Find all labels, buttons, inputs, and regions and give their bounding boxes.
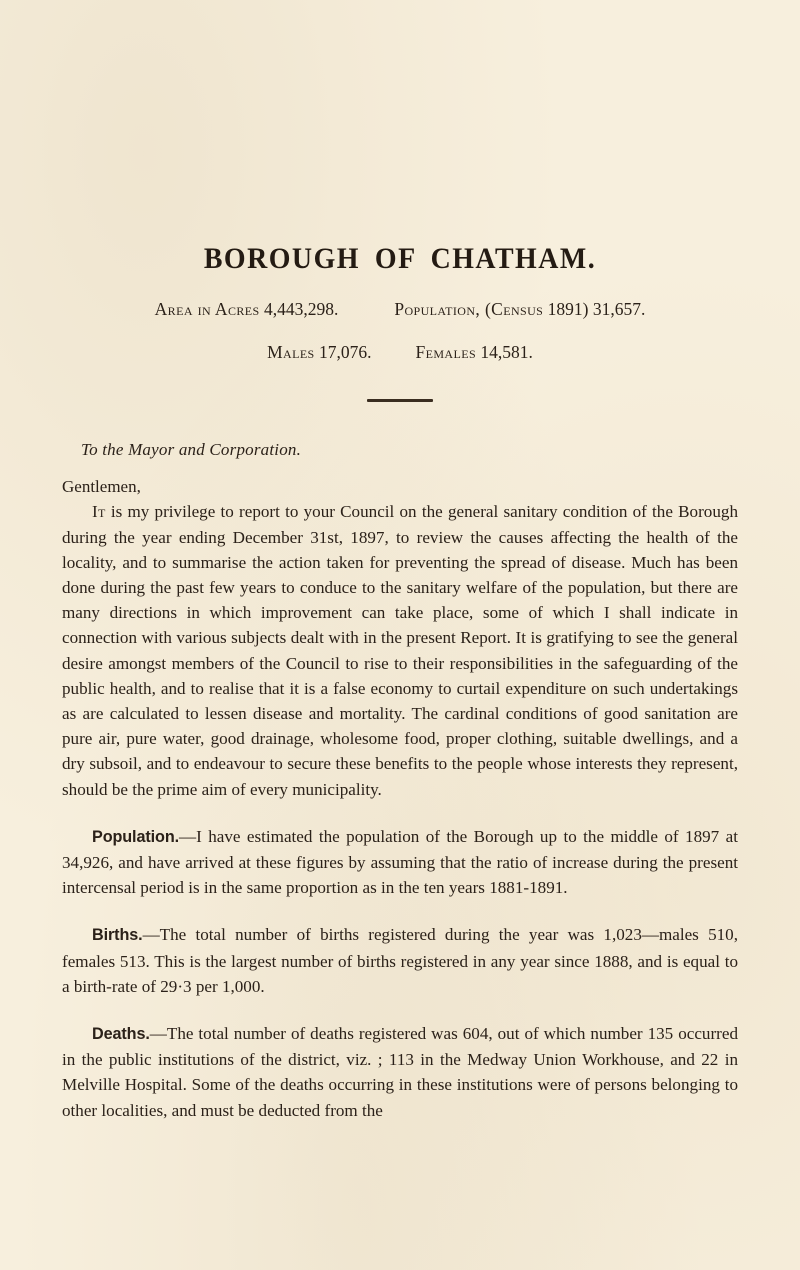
section-heading-population: Population. (92, 827, 180, 846)
section-dash: — (149, 1024, 167, 1044)
page-content (62, 0, 738, 1123)
area-figure: 4,443,298. (263, 299, 339, 320)
section-births (62, 922, 738, 999)
males-value: 17,076. (319, 342, 372, 363)
population-label: Population, ( (394, 299, 492, 320)
section-deaths (62, 1021, 738, 1123)
census-label: Census (491, 299, 544, 320)
masthead-stats-line-area-population (62, 299, 738, 320)
letter-salutation: Gentlemen, (62, 477, 141, 497)
area-label: Area in Acres (154, 299, 260, 320)
section-dash: — (142, 925, 160, 945)
census-value: 1891) 31,657. (543, 299, 646, 320)
masthead-stats-line-sexes (62, 342, 738, 363)
section-population (62, 824, 738, 901)
letter-addressee: To the Mayor and Corporation. (81, 440, 302, 460)
males-label: Males (267, 342, 315, 363)
females-stat (416, 342, 533, 363)
section-text-deaths: The total number of deaths registered was 604, out of which number 135 occurred in the public institutions of the district, viz. ; 113 in the Medway Union Workhouse, and 22 in Melville Hospital. Some of the deaths occurring in these institutions were of persons belonging to other localities, and must be deducted from the (62, 1024, 738, 1120)
males-stat (267, 342, 371, 363)
section-text-births: The total number of births registered during the year was 1,023—males 510, females 513. This is the largest number of births registered in any year since 1888, and is equal to a birth-rate of 29·3 per 1,000. (62, 925, 738, 996)
divider-rule (367, 399, 433, 402)
section-heading-births: Births. (92, 926, 143, 945)
divider (62, 399, 738, 402)
page-title: BOROUGH OF CHATHAM. (203, 242, 597, 275)
opening-lead-word: It (92, 502, 106, 522)
females-value: 14,581. (480, 342, 533, 363)
females-label: Females (415, 342, 477, 363)
opening-body-text: is my privilege to report to your Council on the general sanitary condition of the Borough during the year ending December 31st, 1897, to review the causes affecting the health of the locality, and to summarise the action taken for preventing the spread of disease. Much has been done during the past few years to conduce to the sanitary welfare of the population, but there are many directions in which improvement can take place, some of which I shall indicate in connection with various subjects dealt with in the present Report. It is gratifying to see the general desire amongst members of the Council to rise to their responsibilities in the safeguarding of the public health, and to realise that it is a false economy to curtail expenditure on such undertakings as are calculated to lessen disease and mortality. The cardinal conditions of good sanitation are pure air, pure water, good drainage, wholesome food, proper clothing, suitable dwellings, and a dry subsoil, and to endeavour to secure these benefits to the people whose interests they represent, should be the prime aim of every municipality. (62, 502, 738, 799)
section-text-population: I have estimated the population of the Borough up to the middle of 1897 at 34,926, and have arrived at these figures by assuming that the ratio of increase during the present intercensal period is in the same proportion as in the ten years 1881-1891. (62, 826, 738, 898)
section-heading-deaths: Deaths. (92, 1025, 150, 1044)
section-dash: — (179, 826, 197, 846)
population-stat (394, 299, 645, 320)
opening-paragraph (62, 499, 738, 801)
area-stat (155, 299, 339, 320)
